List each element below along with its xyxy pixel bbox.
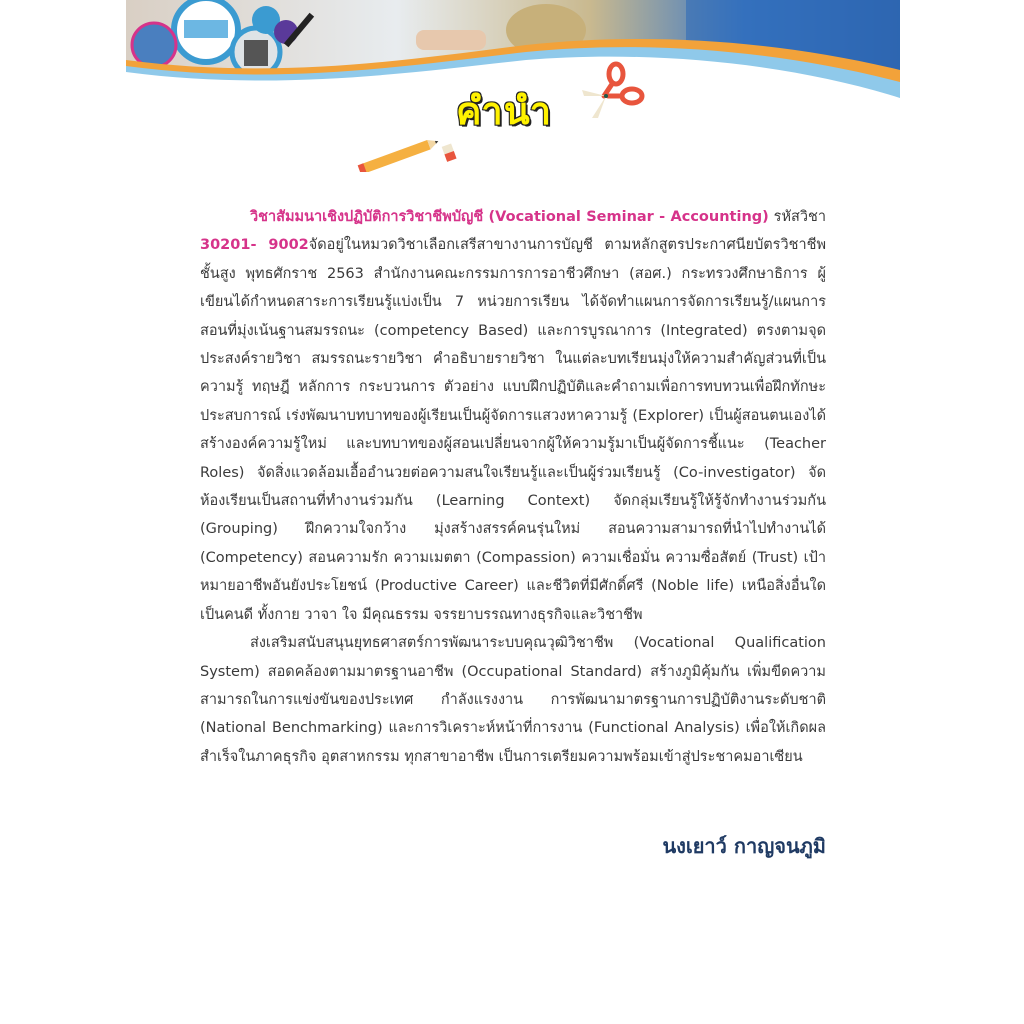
paragraph-1 — [200, 203, 826, 629]
course-name: วิชาสัมมนาเชิงปฏิบัติการวิชาชีพบัญชี (Vocational Seminar - Accounting) — [250, 209, 769, 225]
author-signature: นงเยาว์ กาญจนภูมิ — [662, 834, 826, 858]
course-code: 30201- 9002 — [200, 237, 309, 254]
paragraph-2 — [200, 629, 826, 771]
paragraph-2-text: ส่งเสริมสนับสนุนยุทธศาสตร์การพัฒนาระบบคุณวุฒิวิชาชีพ (Vocational Qualification System) สอดคล้องตามมาตรฐานอาชีพ (Occupational Standard) สร้างภูมิคุ้มกัน เพิ่มขีดความสามารถในการแข่งขันของประเทศ กำลังแรงงาน การพัฒนามาตรฐานการปฏิบัติงานระดับชาติ (National Benchmarking) และการวิเคราะห์หน้าที่การงาน (Functional Analysis) เพื่อให้เกิดผลสำเร็จในภาคธุรกิจ อุตสาหกรรม ทุกสาขาอาชีพ เป็นการเตรียมความพร้อมเข้าสู่ประชาคมอาเซียน — [200, 635, 826, 765]
preface-body — [200, 203, 826, 771]
page-title: คำนำ — [456, 89, 553, 133]
title-container — [456, 86, 552, 140]
paragraph-1-text: จัดอยู่ในหมวดวิชาเลือกเสรีสาขางานการบัญชี ตามหลักสูตรประกาศนียบัตรวิชาชีพชั้นสูง พุทธศักราช 2563 สำนักงานคณะกรรมการการอาชีวศึกษา (สอศ.) กระทรวงศึกษาธิการ ผู้เขียนได้กำหนดสาระการเรียนรู้แบ่งเป็น 7 หน่วยการเรียน ได้จัดทำแผนการจัดการเรียนรู้/แผนการสอนที่มุ่งเน้นฐานสมรรถนะ (competency Based) และการบูรณาการ (Integrated) ตรงตามจุดประสงค์รายวิชา สมรรถนะรายวิชา คำอธิบายรายวิชา ในแต่ละบทเรียนมุ่งให้ความสำคัญส่วนที่เป็นความรู้ ทฤษฎี หลักการ กระบวนการ ตัวอย่าง แบบฝึกปฏิบัติและคำถามเพื่อการทบทวนเพื่อฝึกทักษะประสบการณ์ เร่งพัฒนาบทบาทของผู้เรียนเป็นผู้จัดการแสวงหาความรู้ (Explorer) เป็นผู้สอนตนเองได้ สร้างองค์ความรู้ใหม่ และบทบาทของผู้สอนเปลี่ยนจากผู้ให้ความรู้มาเป็นผู้จัดการชี้แนะ (Teacher Roles) จัดสิ่งแวดล้อมเอื้ออำนวยต่อความสนใจเรียนรู้และเป็นผู้ร่วมเรียนรู้ (Co-investigator) จัดห้องเรียนเป็นสถานที่ทำงานร่วมกัน (Learning Context) จัดกลุ่มเรียนรู้ให้รู้จักทำงานร่วมกัน (Grouping) ฝึกความใจกว้าง มุ่งสร้างสรรค์คนรุ่นใหม่ สอนความสามารถที่นำไปทำงานได้ (Competency) สอนความรัก ความเมตตา (Compassion) ความเชื่อมั่น ความซื่อสัตย์ (Trust) เป้าหมายอาชีพอันยังประโยชน์ (Productive Career) และชีวิตที่มีศักดิ์ศรี (Noble life) เหนือสิ่งอื่นใด เป็นคนดี ทั้งกาย วาจา ใจ มีคุณธรรม จรรยาบรรณทางธุรกิจและวิชาชีพ — [200, 237, 826, 623]
scissors-icon — [576, 60, 646, 130]
eraser-icon — [442, 143, 457, 161]
document-page — [126, 0, 900, 1024]
course-code-label: รหัสวิชา — [768, 209, 826, 225]
pencil-icon — [356, 132, 466, 172]
